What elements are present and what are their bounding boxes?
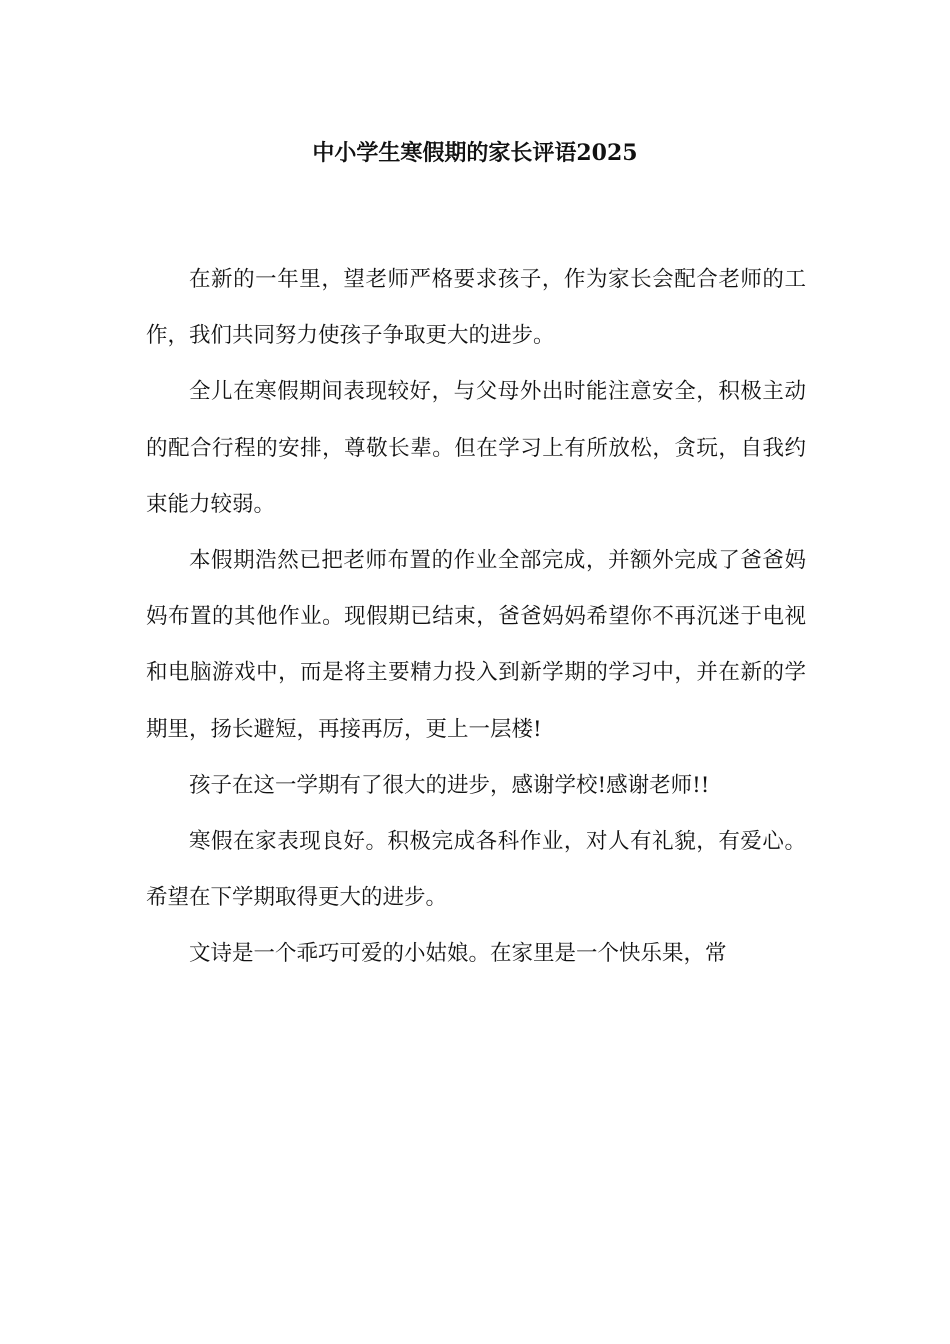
paragraph-4: 孩子在这一学期有了很大的进步，感谢学校!感谢老师!! [189,772,710,798]
paragraph-2: 全儿在寒假期间表现较好，与父母外出时能注意安全，积极主动的配合行程的安排，尊敬长辈。但在学习上有所放松，贪玩，自我约束能力较弱。 [146,379,806,517]
document-body [146,252,806,983]
page-title: 中小学生寒假期的家长评语2025 [312,140,638,166]
paragraph-1: 在新的一年里，望老师严格要求孩子，作为家长会配合老师的工作，我们共同努力使孩子争取更大的进步。 [146,267,806,349]
paragraph-5: 寒假在家表现良好。积极完成各科作业，对人有礼貌，有爱心。希望在下学期取得更大的进步。 [146,829,806,911]
paragraph-6: 文诗是一个乖巧可爱的小姑娘。在家里是一个快乐果，常 [189,941,727,967]
paragraph-3: 本假期浩然已把老师布置的作业全部完成，并额外完成了爸爸妈妈布置的其他作业。现假期已结束，爸爸妈妈希望你不再沉迷于电视和电脑游戏中，而是将主要精力投入到新学期的学习中，并在新的学期里，扬长避短，再接再厉，更上一层楼! [146,548,806,742]
